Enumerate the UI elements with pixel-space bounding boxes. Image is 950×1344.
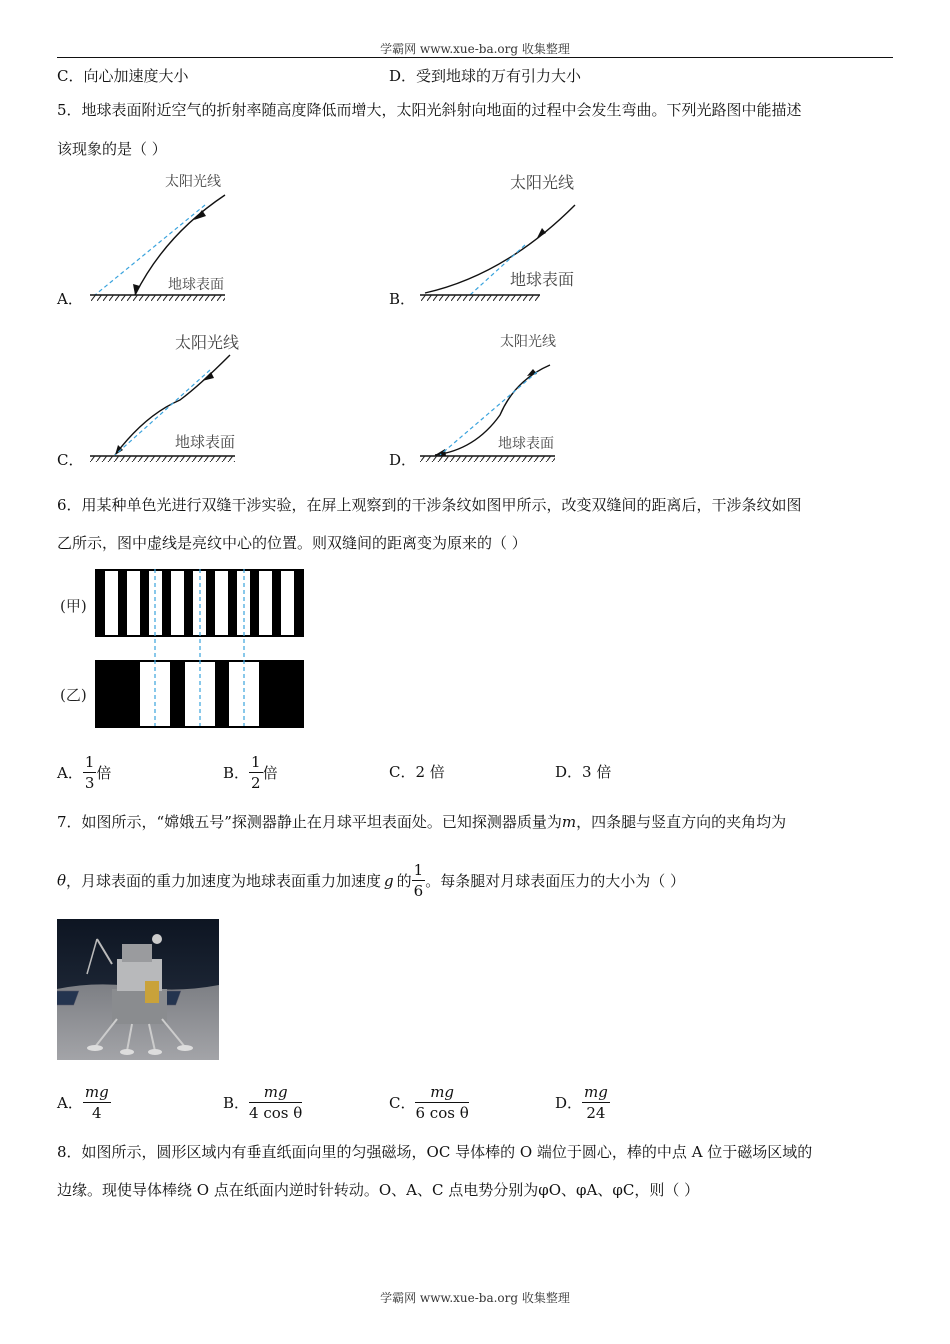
q6-stem-line2: 乙所示，图中虚线是亮纹中心的位置。则双缝间的距离变为原来的（ ） (57, 534, 527, 552)
q6-option-c: C．2 倍 (389, 763, 445, 781)
q6-stem-line1: 6．用某种单色光进行双缝干涉实验，在屏上观察到的干涉条纹如图甲所示，改变双缝间的距离后，干涉条纹如图 (57, 496, 802, 514)
numerator: 1 (413, 861, 424, 879)
change5-lander-photo (57, 919, 219, 1060)
ground-hatch (90, 456, 235, 462)
q5-label-d: D． (389, 451, 417, 469)
q7-stem-line1 (57, 812, 786, 832)
denominator: 2 (251, 774, 261, 792)
var-g: g (384, 871, 394, 890)
q7-text: 的 (396, 872, 412, 890)
q7-option-a (57, 1082, 111, 1123)
arrow-icon (537, 228, 546, 238)
q7-option-d (555, 1082, 610, 1123)
q5-diagram-b (415, 165, 595, 305)
sun-ray-label: 太阳光线 (175, 333, 240, 352)
sun-ray-label: 太阳光线 (165, 174, 221, 190)
numerator: 1 (84, 753, 95, 771)
sun-ray-label: 太阳光线 (500, 334, 556, 350)
ground-hatch (420, 456, 555, 462)
unit: 倍 (262, 764, 278, 782)
q5-label-a: A． (57, 290, 83, 308)
numerator: mg (415, 1082, 468, 1103)
denominator: 6 cos θ (415, 1104, 469, 1122)
q5-label-b: B． (389, 290, 416, 308)
var-m: m (561, 813, 577, 831)
header-rule (57, 57, 893, 58)
option-label: A． (57, 764, 83, 782)
sun-ray-label: 太阳光线 (510, 173, 575, 192)
denominator: 24 (586, 1104, 606, 1122)
numerator: mg (584, 1083, 608, 1101)
ground-hatch (420, 295, 540, 301)
numerator: 1 (251, 753, 261, 771)
denominator: 3 (84, 774, 95, 792)
arrow-icon (202, 372, 214, 381)
q5-diagram-a (85, 165, 245, 305)
fraction (582, 1082, 610, 1123)
q4-option-d: D．受到地球的万有引力大小 (389, 67, 582, 85)
ground-label: 地球表面 (510, 270, 575, 289)
ground-label: 地球表面 (175, 433, 236, 451)
option-label: B． (223, 1094, 250, 1112)
denominator: 6 (413, 882, 424, 900)
q7-text: 。每条腿对月球表面压力的大小为（ ） (425, 872, 685, 890)
q5-diagram-c (85, 325, 255, 465)
q8-stem-line1: 8．如图所示，圆形区域内有垂直纸面向里的匀强磁场，OC 导体棒的 O 端位于圆心，棒的中点 A 位于磁场区域的 (57, 1143, 813, 1161)
option-label: D． (555, 1094, 583, 1112)
arrow-icon (194, 210, 206, 220)
option-label: C． (389, 1094, 416, 1112)
page-header: 学霸网 www.xue-ba.org 收集整理 (380, 42, 570, 56)
q5-diagram-d (415, 325, 585, 465)
fig-yi-label: (乙) (60, 686, 87, 704)
q6-fringe-diagram (55, 565, 315, 735)
fraction (83, 1082, 111, 1123)
fraction (412, 860, 426, 901)
q5-stem-line2: 该现象的是（ ） (57, 140, 167, 158)
q6-option-d: D．3 倍 (555, 763, 612, 781)
q6-option-b (223, 752, 278, 793)
var-theta: θ (57, 871, 67, 890)
q7-option-b (223, 1082, 302, 1123)
fraction (249, 752, 263, 793)
ground-hatch (90, 295, 225, 301)
ground-label: 地球表面 (498, 436, 554, 452)
ground-label: 地球表面 (168, 277, 224, 293)
q5-stem-line1: 5．地球表面附近空气的折射率随高度降低而增大，太阳光斜射向地面的过程中会发生弯曲。下列光路图中能描述 (57, 101, 802, 119)
q6-option-a (57, 752, 111, 793)
numerator: mg (84, 1083, 109, 1101)
fraction (249, 1082, 302, 1123)
fraction (83, 752, 97, 793)
q8-stem-line2: 边缘。现使导体棒绕 O 点在纸面内逆时针转动。O、A、C 点电势分别为φO、φA、φC，则（ ） (57, 1181, 700, 1199)
q5-label-c: C． (57, 451, 84, 469)
q7-text: ，四条腿与竖直方向的夹角均为 (576, 813, 787, 831)
q7-text: ，月球表面的重力加速度为地球表面重力加速度 (66, 872, 382, 890)
fraction (415, 1082, 468, 1123)
option-label: B． (223, 764, 250, 782)
q7-option-c (389, 1082, 469, 1123)
option-label: A． (57, 1094, 83, 1112)
q4-option-c: C．向心加速度大小 (57, 67, 189, 85)
numerator: mg (249, 1082, 302, 1103)
fig-jia-label: (甲) (60, 597, 87, 615)
denominator: 4 (91, 1104, 102, 1122)
q7-stem-line2 (57, 860, 685, 901)
unit: 倍 (96, 764, 112, 782)
q7-text: 7．如图所示，“嫦娥五号”探测器静止在月球平坦表面处。已知探测器质量为 (57, 813, 562, 831)
page-footer: 学霸网 www.xue-ba.org 收集整理 (380, 1291, 570, 1305)
denominator: 4 cos θ (249, 1104, 303, 1122)
